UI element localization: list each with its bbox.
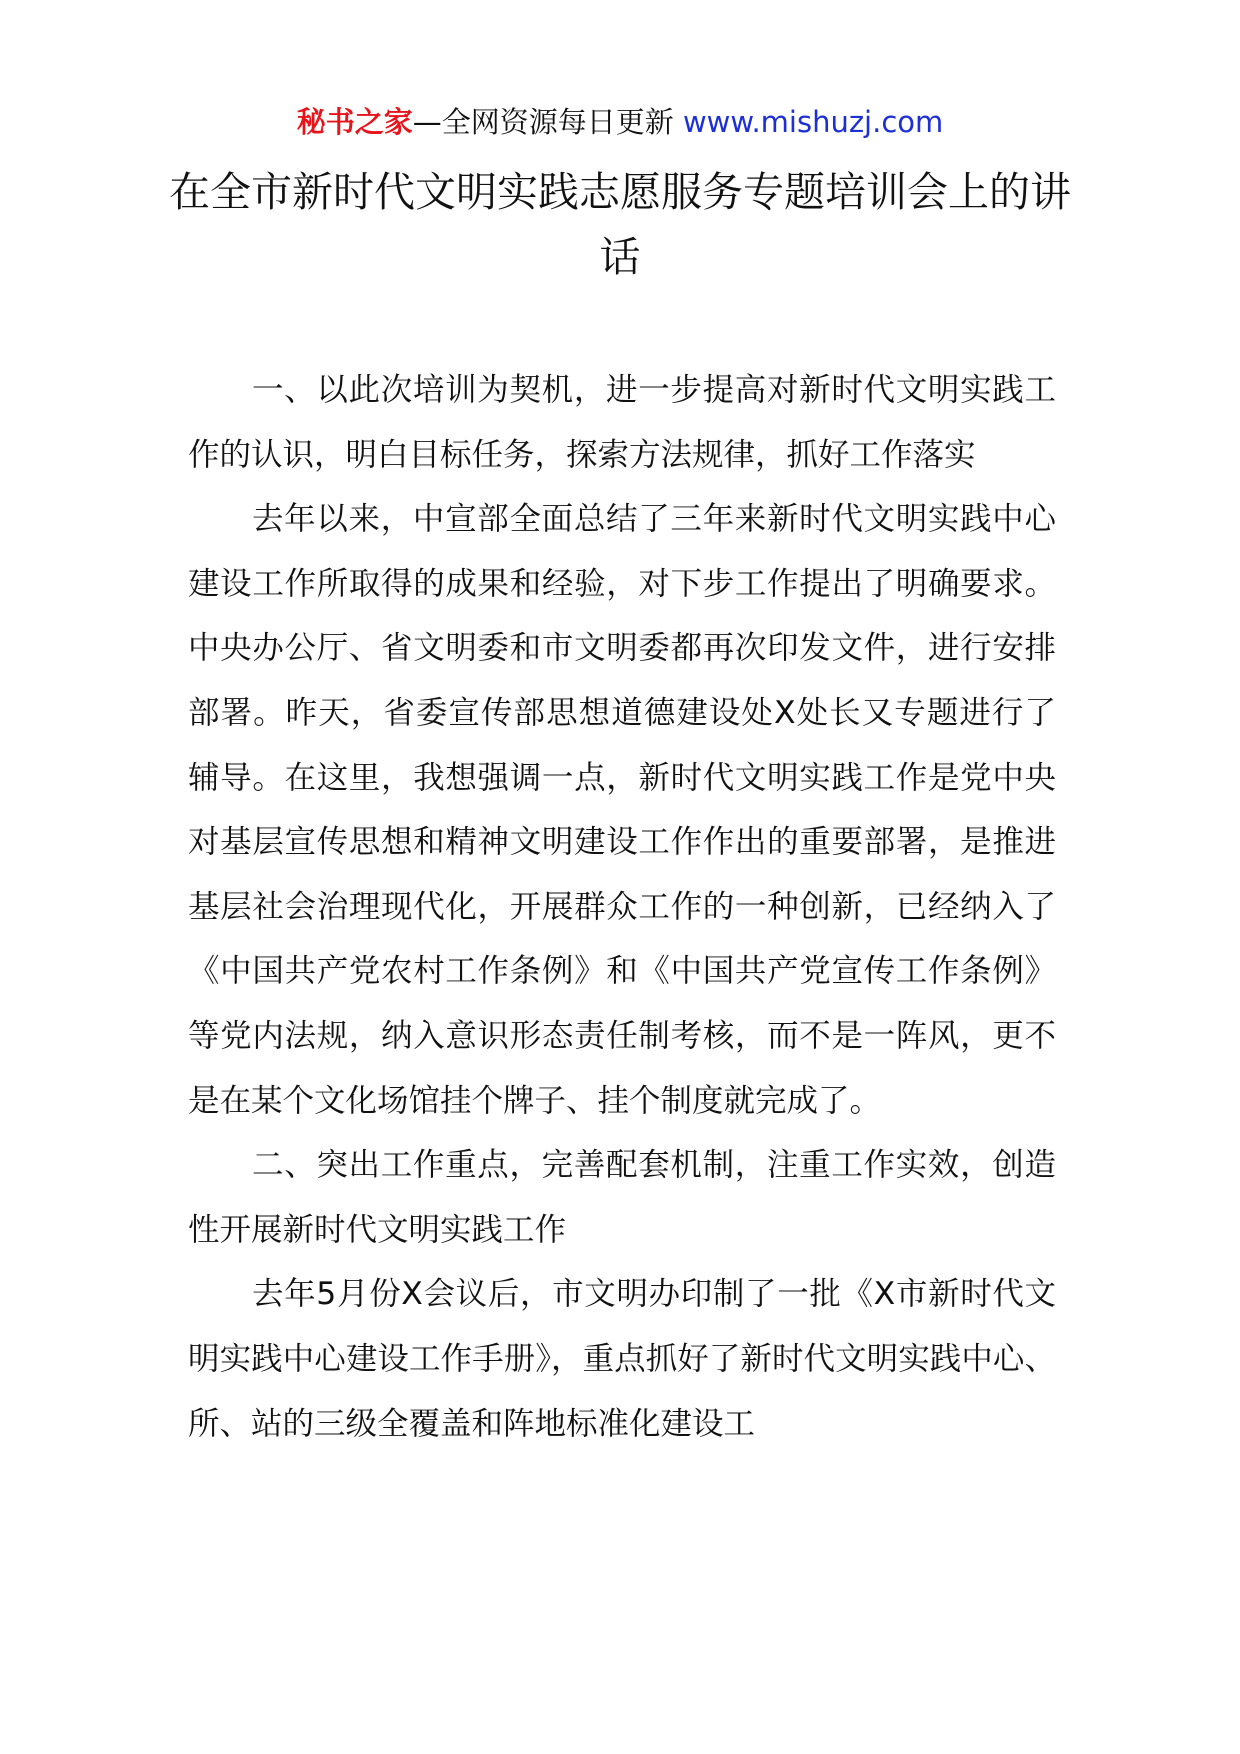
brand-name: 秘书之家 xyxy=(296,105,413,139)
body-paragraph: 去年以来，中宣部全面总结了三年来新时代文明实践中心建设工作所取得的成果和经验，对下步工作提出了明确要求。中央办公厅、省文明委和市文明委都再次印发文件，进行安排部署。昨天，省委宣传部思想道德建设处X处长又专题进行了辅导。在这里，我想强调一点，新时代文明实践工作是党中央对基层宣传思想和精神文明建设工作作出的重要部署，是推进基层社会治理现代化，开展群众工作的一种创新，已经纳入了《中国共产党农村工作条例》和《中国共产党宣传工作条例》等党内法规，纳入意识形态责任制考核，而不是一阵风，更不是在某个文化场馆挂个牌子、挂个制度就完成了。 xyxy=(188,501,1056,1119)
body-paragraph: 去年5月份X会议后，市文明办印制了一批《X市新时代文明实践中心建设工作手册》，重点抓好了新时代文明实践中心、所、站的三级全覆盖和阵地标准化建设工 xyxy=(188,1276,1056,1442)
section-heading-2: 二、突出工作重点，完善配套机制，注重工作实效，创造性开展新时代文明实践工作 xyxy=(188,1147,1056,1248)
site-url-link[interactable]: www.mishuzj.com xyxy=(682,105,944,139)
section-heading-1: 一、以此次培训为契机，进一步提高对新时代文明实践工作的认识，明白目标任务，探索方法规律，抓好工作落实 xyxy=(188,372,1056,473)
banner-slogan: —全网资源每日更新 xyxy=(412,105,683,139)
site-banner xyxy=(0,100,1240,144)
document-title: 在全市新时代文明实践志愿服务专题培训会上的讲话 xyxy=(169,168,1071,281)
document-body xyxy=(188,358,1056,1456)
